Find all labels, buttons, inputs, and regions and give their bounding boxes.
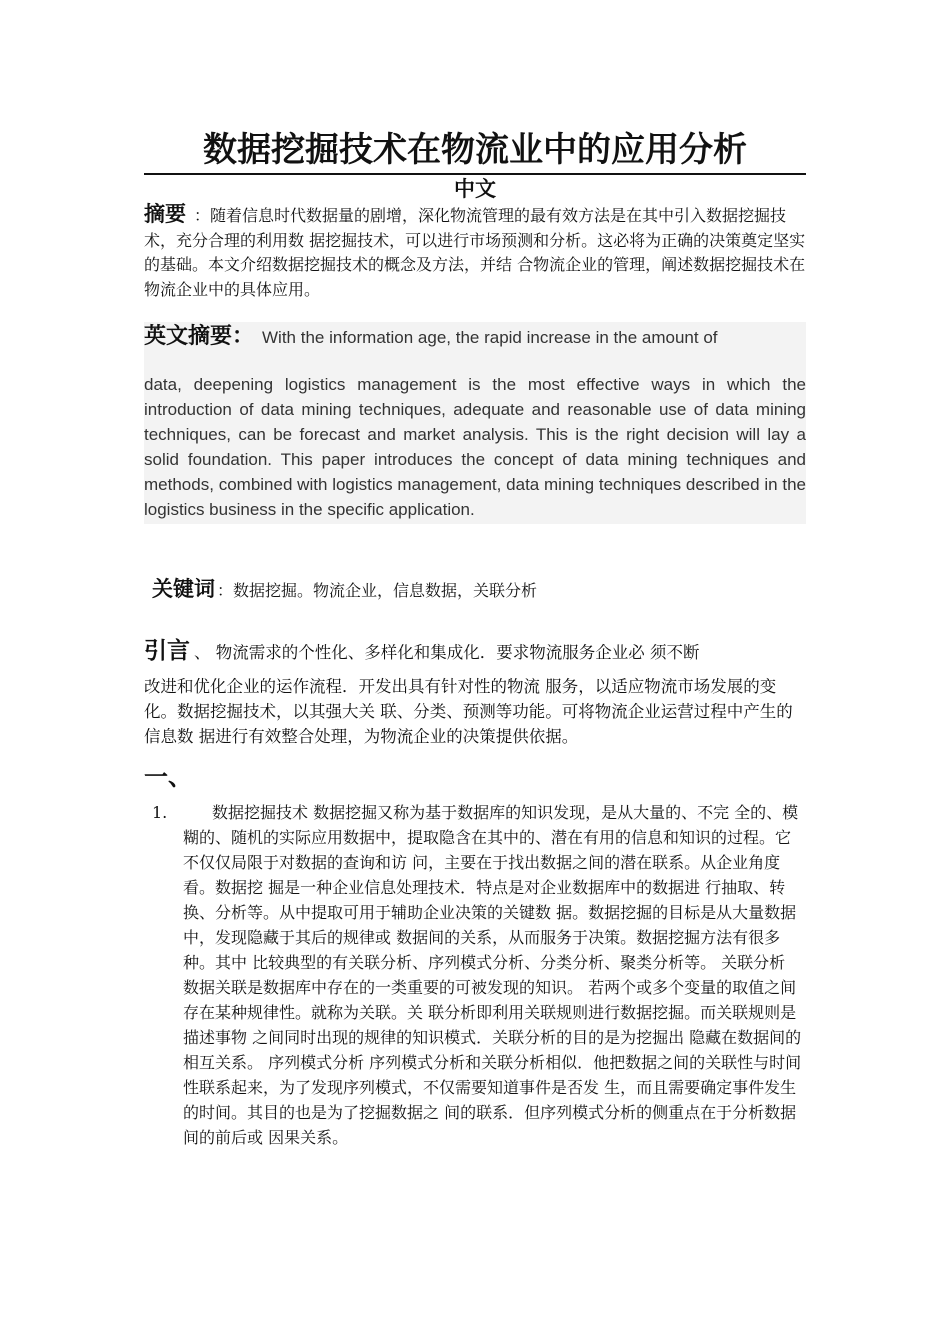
introduction-label: 引言: [144, 638, 190, 664]
english-abstract-text: data, deepening logistics management is the most effective ways in which the introduction of data mining techniques, adequate and reasonable use of data mining techniques, can be forecast and market analysis. This is the right decision will lay a solid foundation. This paper introduces the concept of data mining techniques and methods, combined with logistics management, data mining techniques described in the logistics business in the specific application.: [144, 375, 806, 519]
section-heading: 一、: [144, 763, 192, 791]
document-subtitle: 中文: [454, 177, 496, 201]
english-abstract: [144, 322, 806, 524]
english-abstract-first-line: [144, 322, 806, 372]
document-title: 数据挖掘技术在物流业中的应用分析: [203, 130, 747, 170]
list-item-number: 1.: [152, 803, 168, 822]
keywords-label: 关键词: [152, 577, 215, 601]
english-abstract-label: 英文摘要：: [144, 324, 255, 349]
introduction-lead: 、 物流需求的个性化、多样化和集成化．要求物流服务企业必 须不断: [194, 643, 700, 662]
introduction-first-line: [144, 636, 806, 674]
abstract-label: 摘要: [144, 202, 186, 226]
keywords: [152, 574, 806, 606]
introduction: [144, 636, 806, 749]
abstract-text: ：随着信息时代数据量的剧增，深化物流管理的最有效方法是在其中引入数据挖掘技术，充分合理的利用数 据挖掘技术，可以进行市场预测和分析。这必将为正确的决策奠定坚实的基础。本文介绍数据挖掘技术的概念及方法，并结 合物流企业的管理，阐述数据挖掘技术在物流企业中的具体应用。: [144, 206, 806, 299]
english-abstract-lead: With the information age, the rapid increase in the amount of: [262, 328, 718, 347]
keywords-text: ：数据挖掘。物流企业，信息数据，关联分析: [217, 581, 538, 600]
introduction-text: 改进和优化企业的运作流程．开发出具有针对性的物流 服务，以适应物流市场发展的变化。数据挖掘技术，以其强大关 联、分类、预测等功能。可将物流企业运营过程中产生的信息数 据进行有效整合处理，为物流企业的决策提供依据。: [144, 677, 793, 746]
chinese-abstract: [144, 202, 806, 302]
list-item: [152, 800, 806, 1150]
title-divider: [144, 173, 806, 175]
list-item-text: 数据挖掘技术 数据挖掘又称为基于数据库的知识发现，是从大量的、不完 全的、模糊的、随机的实际应用数据中，提取隐含在其中的、潜在有用的信息和知识的过程。它不仅仅局限于对数据的查询和访 问，主要在于找出数据之间的潜在联系。从企业角度看。数据挖 掘是一种企业信息处理技术．特点是对企业数据库中的数据进 行抽取、转换、分析等。从中提取可用于辅助企业决策的关键数 据。数据挖掘的目标是从大量数据中，发现隐藏于其后的规律或 数据间的关系，从而服务于决策。数据挖掘方法有很多种。其中 比较典型的有关联分析、序列模式分析、分类分析、聚类分析等。 关联分析 数据关联是数据库中存在的一类重要的可被发现的知识。 若两个或多个变量的取值之间存在某种规律性。就称为关联。关 联分析即利用关联规则进行数据挖掘。而关联规则是描述事物 之间同时出现的规律的知识模式．关联分析的目的是为挖掘出 隐藏在数据间的相互关系。 序列模式分析 序列模式分析和关联分析相似．他把数据之间的关联性与时间性联系起来，为了发现序列模式，不仅需要知道事件是否发 生，而且需要确定事件发生的时间。其目的也是为了挖掘数据之 间的联系．但序列模式分析的侧重点在于分析数据间的前后或 因果关系。: [183, 803, 802, 1147]
